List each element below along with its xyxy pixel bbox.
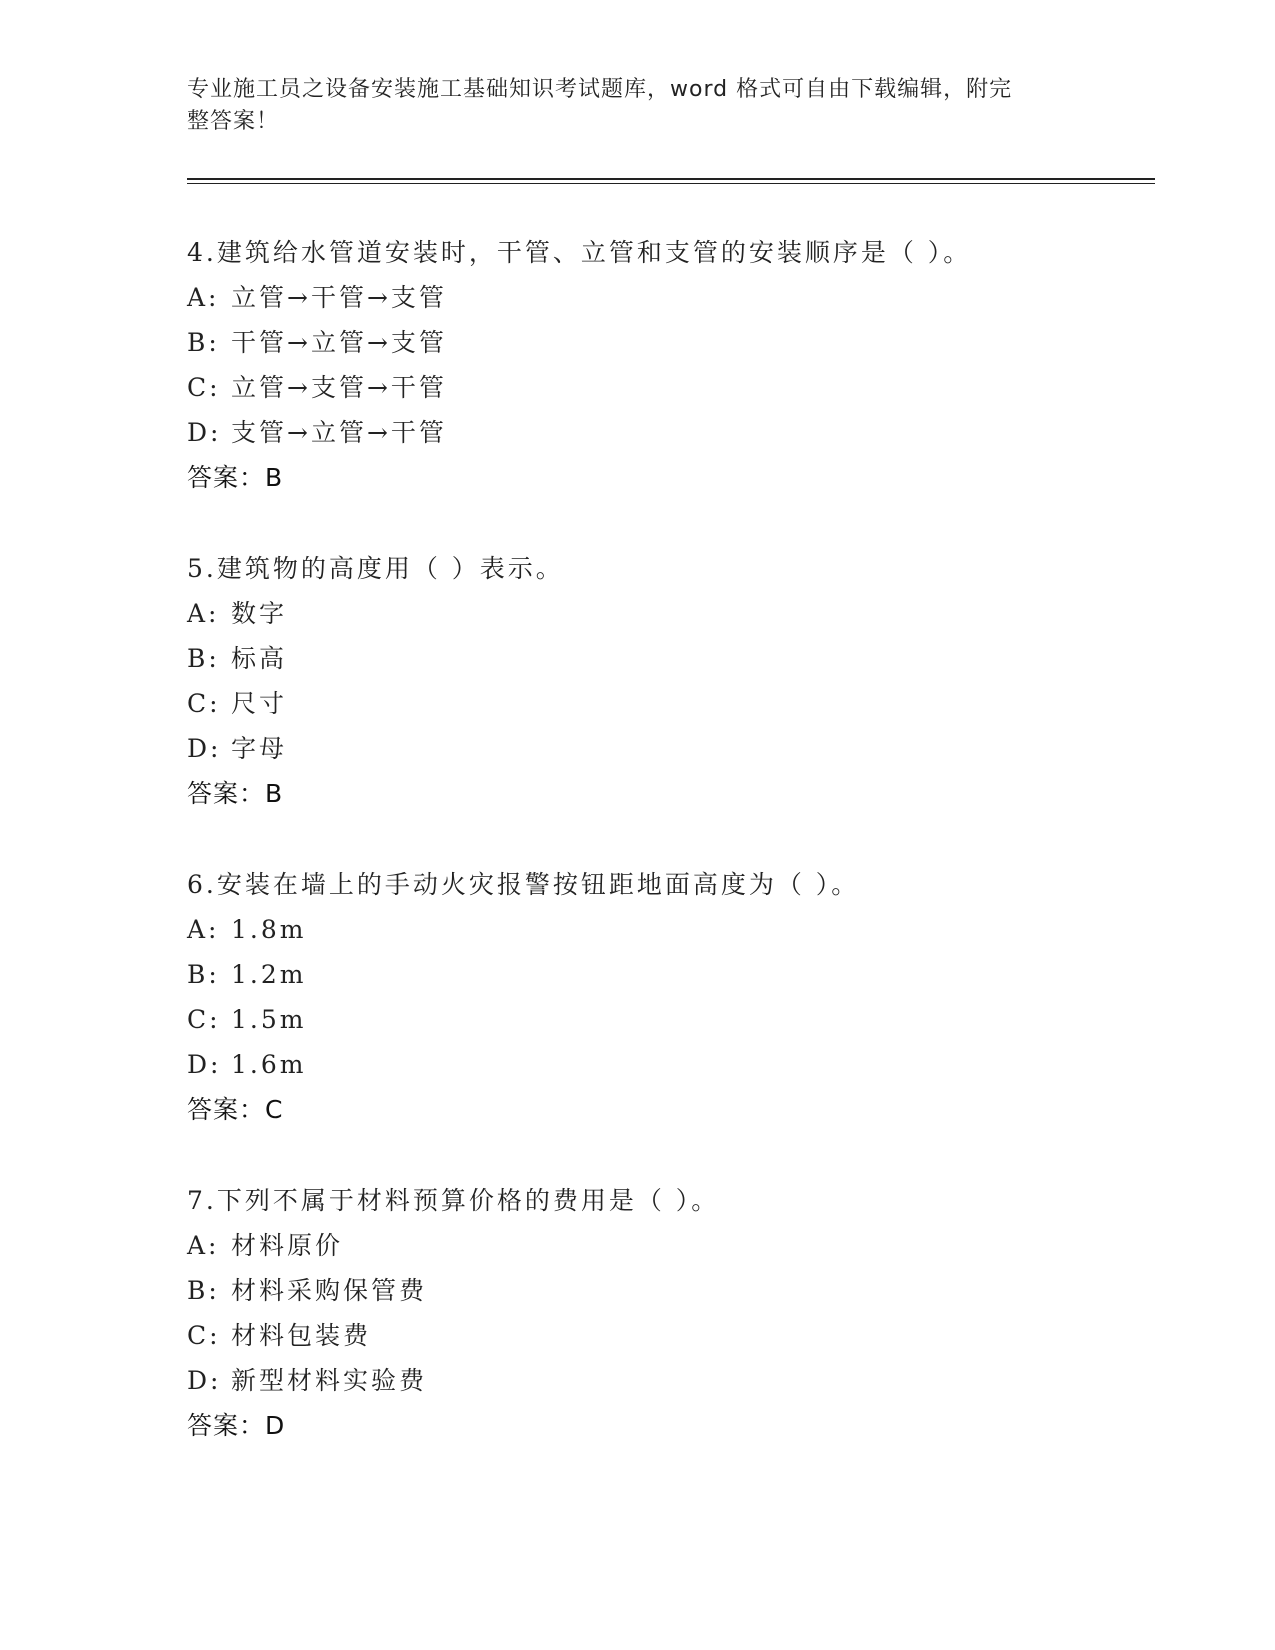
document-header xyxy=(187,74,1067,138)
answer-line: 答案：D xyxy=(187,1411,286,1440)
option-letter: D: xyxy=(187,1366,222,1395)
option-text: 字母 xyxy=(231,734,288,763)
question-list xyxy=(187,230,1147,1494)
option-text: 数字 xyxy=(231,599,288,628)
question-7 xyxy=(187,1178,1147,1448)
option-b xyxy=(187,952,1147,997)
option-a xyxy=(187,1223,1147,1268)
option-letter: A: xyxy=(187,1231,220,1260)
option-text: 支管→立管→干管 xyxy=(231,418,447,447)
option-c xyxy=(187,1313,1147,1358)
option-a xyxy=(187,275,1147,320)
option-letter: A: xyxy=(187,599,220,628)
option-text: 材料采购保管费 xyxy=(231,1276,428,1305)
option-text: 1.6m xyxy=(231,1050,307,1079)
option-a xyxy=(187,907,1147,952)
option-c xyxy=(187,681,1147,726)
question-5 xyxy=(187,546,1147,816)
question-6 xyxy=(187,862,1147,1132)
option-letter: B: xyxy=(187,1276,220,1305)
option-d xyxy=(187,1358,1147,1403)
option-text: 立管→干管→支管 xyxy=(231,283,447,312)
option-letter: D: xyxy=(187,418,222,447)
option-text: 1.2m xyxy=(231,960,307,989)
header-divider-thick xyxy=(187,178,1155,180)
option-text: 材料包装费 xyxy=(231,1321,372,1350)
option-b xyxy=(187,1268,1147,1313)
option-c xyxy=(187,365,1147,410)
option-letter: C: xyxy=(187,1321,221,1350)
option-a xyxy=(187,591,1147,636)
option-text: 材料原价 xyxy=(231,1231,344,1260)
option-b xyxy=(187,636,1147,681)
question-stem: 4.建筑给水管道安装时，干管、立管和支管的安装顺序是（ ）。 xyxy=(187,238,972,267)
option-letter: B: xyxy=(187,644,220,673)
option-text: 1.8m xyxy=(231,915,307,944)
header-divider-thin xyxy=(187,183,1155,184)
option-letter: D: xyxy=(187,734,222,763)
option-letter: D: xyxy=(187,1050,222,1079)
header-title-line-1: 专业施工员之设备安装施工基础知识考试题库，word 格式可自由下载编辑，附完 xyxy=(187,77,1013,102)
answer-line: 答案：B xyxy=(187,779,284,808)
option-d xyxy=(187,726,1147,771)
option-letter: A: xyxy=(187,915,220,944)
answer-line: 答案：C xyxy=(187,1095,284,1124)
header-title-line-2: 整答案！ xyxy=(187,109,280,134)
option-b xyxy=(187,320,1147,365)
option-letter: C: xyxy=(187,373,221,402)
option-text: 尺寸 xyxy=(231,689,288,718)
option-text: 新型材料实验费 xyxy=(231,1366,428,1395)
option-letter: B: xyxy=(187,960,220,989)
option-d xyxy=(187,1042,1147,1087)
option-letter: C: xyxy=(187,689,221,718)
answer-line: 答案：B xyxy=(187,463,284,492)
option-c xyxy=(187,997,1147,1042)
question-stem: 7.下列不属于材料预算价格的费用是（ ）。 xyxy=(187,1186,720,1215)
option-text: 标高 xyxy=(231,644,288,673)
option-letter: C: xyxy=(187,1005,221,1034)
question-stem: 5.建筑物的高度用（ ）表示。 xyxy=(187,554,564,583)
option-text: 立管→支管→干管 xyxy=(231,373,447,402)
option-letter: B: xyxy=(187,328,220,357)
option-letter: A: xyxy=(187,283,220,312)
option-text: 干管→立管→支管 xyxy=(231,328,447,357)
question-4 xyxy=(187,230,1147,500)
option-d xyxy=(187,410,1147,455)
question-stem: 6.安装在墙上的手动火灾报警按钮距地面高度为（ ）。 xyxy=(187,870,860,899)
option-text: 1.5m xyxy=(231,1005,307,1034)
